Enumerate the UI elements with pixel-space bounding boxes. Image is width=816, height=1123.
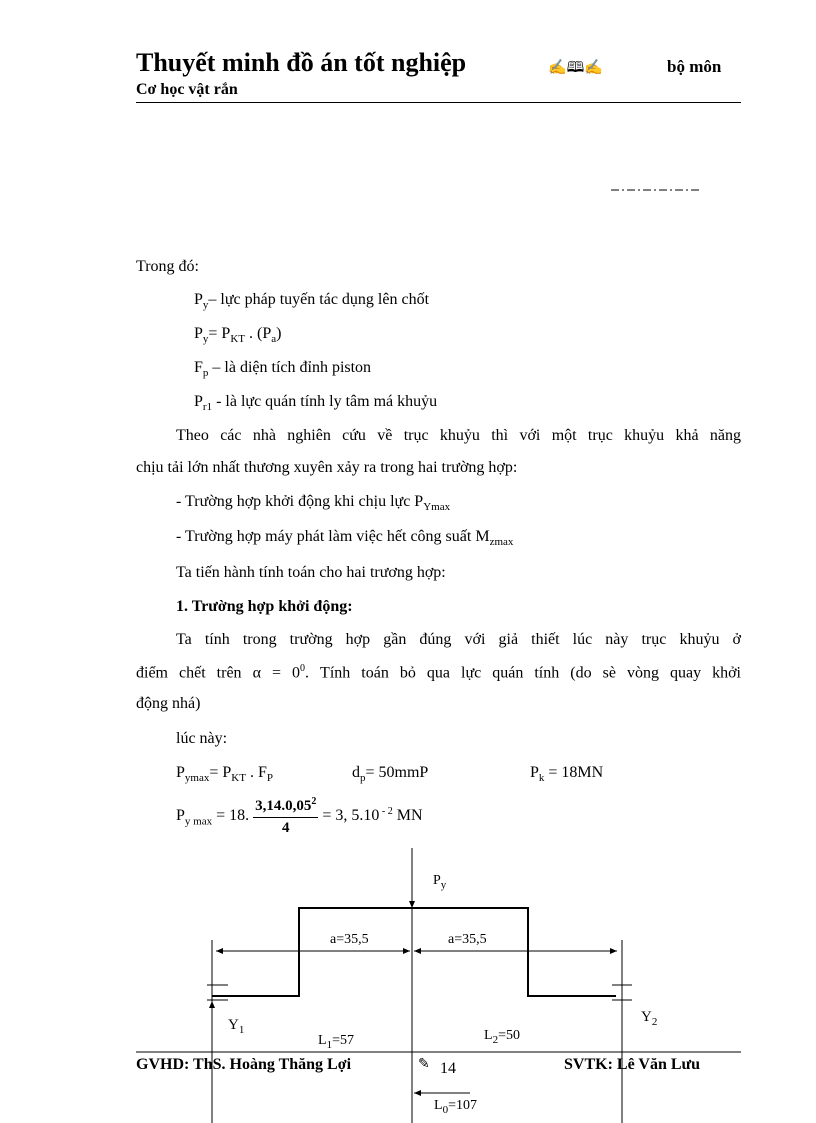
subscript: y (202, 333, 209, 346)
crank-outline (212, 908, 616, 996)
text: =107 (448, 1098, 477, 1113)
section-heading: 1. Trường hợp khởi động: (176, 598, 353, 615)
para2-line2 (136, 663, 741, 682)
symbol: L (434, 1098, 443, 1113)
text: – là diện tích đỉnh piston (208, 359, 372, 376)
superscript: - 2 (379, 805, 393, 817)
subscript: a (271, 333, 277, 346)
case2 (176, 528, 513, 548)
fraction-numerator (253, 796, 318, 818)
y1-label (228, 1017, 244, 1036)
subscript: 2 (492, 1033, 499, 1046)
symbol: L (318, 1033, 327, 1048)
l2-label (484, 1028, 520, 1046)
symbol: d (352, 764, 360, 781)
page-number: 14 (440, 1060, 456, 1077)
symbol: P (194, 393, 203, 410)
fraction (253, 796, 318, 837)
para2-line1: Ta tính trong trường hợp gần đúng với giả thiết lúc này trục khuỷu ở (176, 631, 741, 648)
subscript: P (266, 772, 273, 785)
text: . F (245, 764, 267, 781)
symbol: P (530, 764, 539, 781)
subscript: y max (184, 815, 213, 828)
text: =57 (332, 1033, 354, 1048)
book-pen-icon: ✍🕮✍ (548, 60, 604, 76)
def-pr (194, 393, 437, 413)
text: = 3, 5.10 (322, 807, 380, 825)
text: = 50mmP (365, 764, 429, 781)
symbol: P (176, 807, 185, 825)
dim-arrow (610, 948, 617, 954)
a-right-label: a=35,5 (448, 932, 487, 947)
para1-line2: chịu tải lớn nhất thương xuyên xảy ra trong hai trường hợp: (136, 459, 518, 476)
intro-text: Trong đó: (136, 258, 199, 275)
text: . Tính toán bỏ qua lực quán tính (do sè vòng quay khởi (305, 664, 742, 682)
py-label (433, 873, 446, 891)
eq2-dp (352, 764, 428, 784)
text: = P (209, 764, 232, 781)
subscript: p (202, 367, 209, 380)
eq3 (176, 796, 423, 837)
subscript: r1 (202, 401, 213, 414)
text: = 18. (212, 807, 250, 825)
superscript: 2 (311, 796, 317, 807)
dim-arrow (216, 948, 223, 954)
footer-advisor: GVHD: ThS. Hoàng Thăng Lợi (136, 1056, 352, 1073)
symbol: F (194, 359, 203, 376)
text: – lực pháp tuyến tác dụng lên chốt (208, 291, 430, 308)
text: - Trường hợp máy phát làm việc hết công suất M (176, 528, 490, 545)
subscript: ymax (184, 772, 210, 785)
subscript: p (360, 772, 366, 785)
dim-arrow (414, 1090, 421, 1096)
subscript: KT (230, 333, 245, 346)
eq-py (194, 325, 281, 345)
subscript: y (202, 299, 209, 312)
l1-label (318, 1033, 354, 1051)
symbol: P (176, 764, 185, 781)
def-fp (194, 359, 371, 379)
text: - là lực quán tính ly tâm má khuỷu (212, 393, 438, 410)
luc-nay: lúc này: (176, 730, 228, 747)
intro2: Ta tiến hành tính toán cho hai trương hợp: (176, 564, 446, 581)
symbol: P (194, 291, 203, 308)
department-label: bộ môn (667, 57, 722, 76)
subscript: 2 (651, 1016, 658, 1028)
def-py (194, 291, 429, 311)
subscript: 1 (238, 1024, 245, 1036)
text: =50 (498, 1028, 520, 1043)
superscript: 0 (300, 663, 306, 674)
py-arrow-head (409, 901, 415, 908)
subscript: 1 (326, 1038, 333, 1051)
subscript: y (440, 878, 447, 891)
dim-arrow (403, 948, 410, 954)
document-subtitle: Cơ học vật rắn (136, 81, 238, 98)
l0-label (434, 1098, 477, 1116)
case1 (176, 493, 450, 513)
text: điểm chết trên α = 0 (136, 664, 301, 682)
eq2-a (176, 764, 273, 784)
symbol: Y (228, 1017, 239, 1033)
text: ) (276, 325, 282, 342)
text: = P (208, 325, 231, 342)
subscript: k (538, 772, 545, 785)
subscript: Ymax (423, 501, 451, 514)
scroll-ornament-icon: ✎ (418, 1057, 430, 1072)
document-title: Thuyết minh đồ án tốt nghiệp (136, 48, 467, 77)
eq2-pk (530, 764, 603, 784)
fraction-denominator: 4 (282, 820, 290, 836)
text: 3,14.0,05 (255, 798, 312, 814)
symbol: Y (641, 1009, 652, 1025)
y1-arrow-head (209, 1001, 215, 1008)
text: - Trường hợp khởi động khi chịu lực P (176, 493, 424, 510)
symbol: L (484, 1028, 493, 1043)
y2-label (641, 1009, 657, 1028)
text: MN (392, 807, 423, 825)
symbol: P (194, 325, 203, 342)
subscript: 0 (442, 1103, 449, 1116)
text: . (P (245, 325, 272, 342)
footer-author: SVTK: Lê Văn Lưu (564, 1056, 701, 1073)
para2-line3: động nhá) (136, 695, 201, 712)
dim-arrow (414, 948, 421, 954)
subscript: KT (231, 772, 246, 785)
a-left-label: a=35,5 (330, 932, 369, 947)
subscript: zmax (489, 536, 514, 549)
text: = 18MN (544, 764, 604, 781)
para1-line1: Theo các nhà nghiên cứu về trục khuỷu thì với một trục khuỷu khả năng (176, 427, 741, 444)
symbol: P (433, 873, 441, 888)
